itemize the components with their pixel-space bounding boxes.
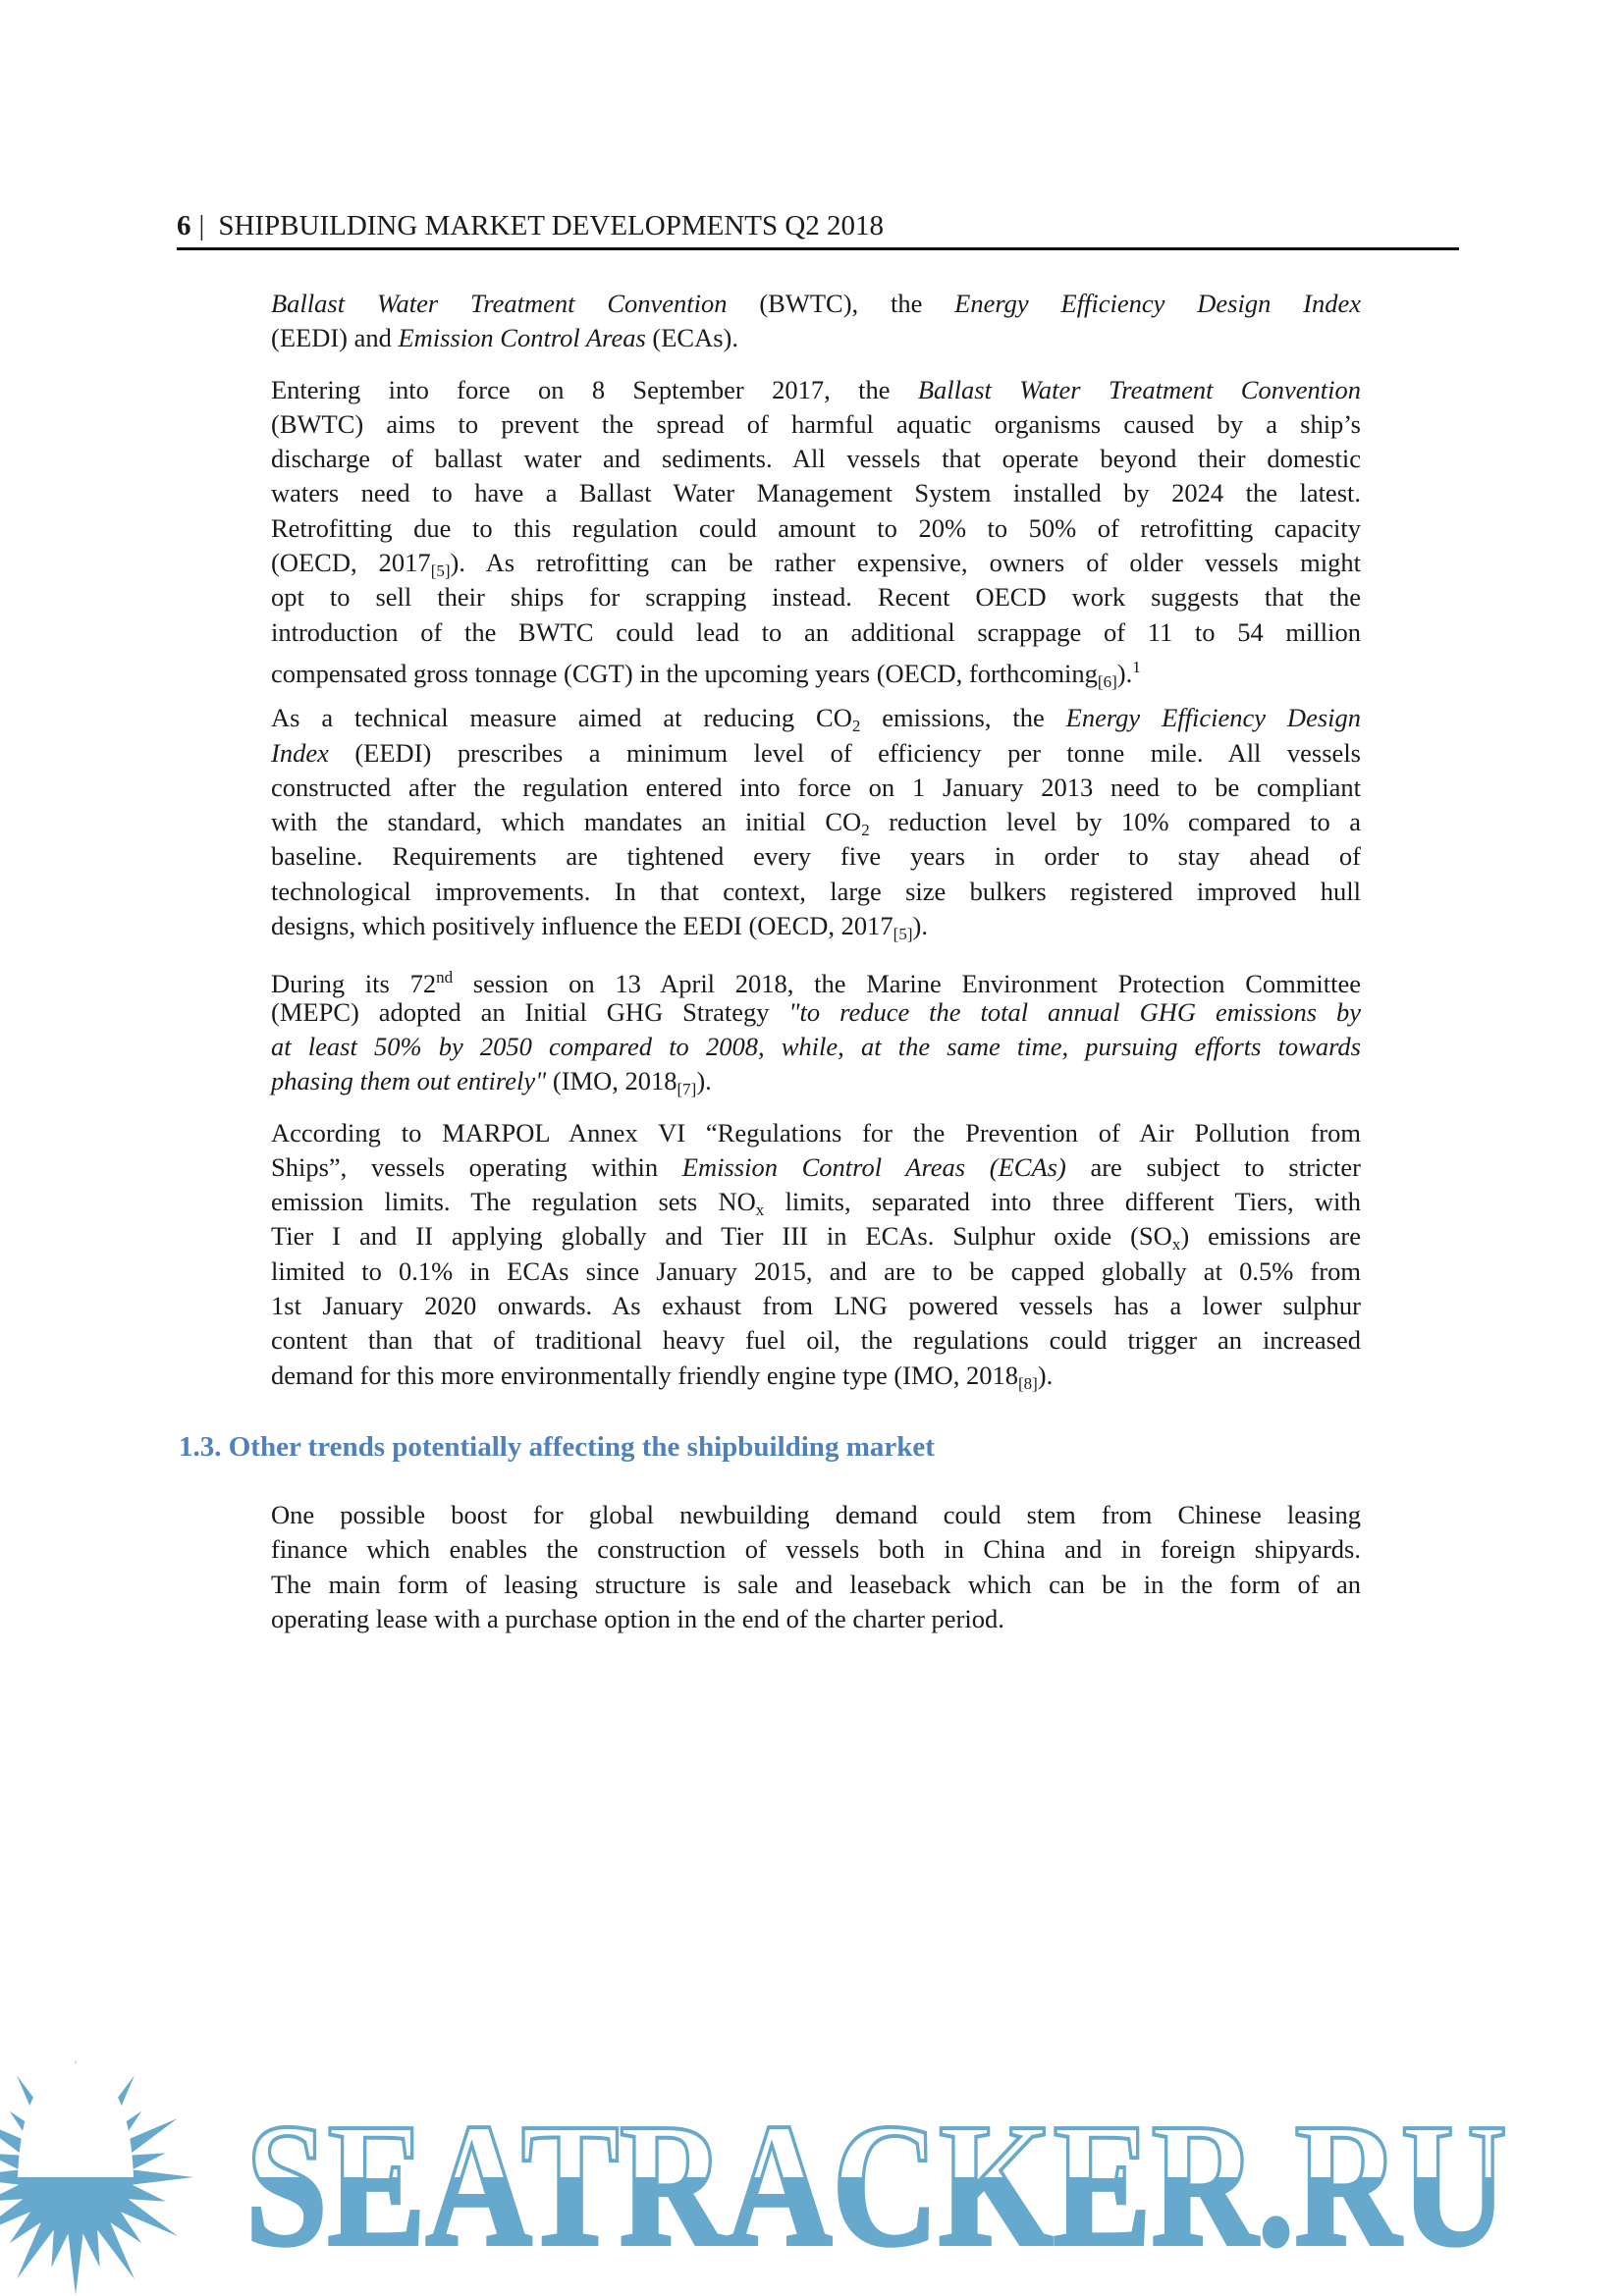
text-line	[271, 407, 1361, 442]
text-run: ) emissions are	[1180, 1221, 1361, 1252]
text-line	[271, 287, 1361, 321]
text-run: (EEDI) and	[271, 323, 399, 353]
text-line	[271, 1359, 1361, 1393]
text-run: compensated gross tonnage (CGT) in the upcoming years (OECD, forthcoming	[271, 658, 1098, 688]
subscript: [5]	[893, 925, 913, 944]
subscript: [8]	[1017, 1373, 1038, 1393]
text-run: operating lease with a purchase option in the end of the charter period.	[271, 1603, 1004, 1633]
paragraph	[271, 287, 1361, 356]
body-text	[271, 287, 1361, 1410]
superscript: nd	[436, 968, 454, 988]
page-header	[177, 208, 1459, 250]
text-line	[271, 1219, 1361, 1254]
text-run: ).	[912, 911, 928, 941]
text-run: (BWTC) aims to prevent the spread of harmful aquatic organisms caused by a ship’s	[271, 408, 1361, 439]
text-line	[271, 1323, 1361, 1358]
section-body-text	[271, 1498, 1361, 1653]
text-run: technological improvements. In that context, large size bulkers registered improved hull	[271, 876, 1361, 906]
text-run: demand for this more environmentally friendly engine type (IMO, 2018	[271, 1360, 1018, 1390]
text-line	[271, 1116, 1361, 1150]
text-run: opt to sell their ships for scrapping instead. Recent OECD work suggests that the	[271, 582, 1361, 613]
watermark-text: SEATRACKER.RU	[245, 2087, 1507, 2282]
text-line	[271, 1030, 1361, 1064]
text-run: limited to 0.1% in ECAs since January 2015, and are to be capped globally at 0.5% from	[271, 1255, 1361, 1286]
paragraph	[271, 960, 1361, 1098]
text-run: Index	[271, 737, 329, 768]
paragraph	[271, 1116, 1361, 1393]
text-run: designs, which positively influence the EEDI (OECD, 2017	[271, 911, 893, 941]
text-run: ).	[696, 1066, 712, 1096]
subscript: [7]	[677, 1080, 697, 1099]
text-run: discharge of ballast water and sediments. All vessels that operate beyond their domestic	[271, 444, 1361, 474]
text-line	[271, 1568, 1361, 1602]
text-run: reduction level by 10% compared to a	[869, 807, 1361, 837]
text-line	[271, 805, 1361, 839]
document-title: SHIPBUILDING MARKET DEVELOPMENTS Q2 2018	[218, 210, 885, 241]
text-line	[271, 615, 1361, 650]
text-line	[271, 1185, 1361, 1219]
text-line	[271, 1532, 1361, 1567]
text-line	[271, 580, 1361, 614]
text-line	[271, 1064, 1361, 1098]
text-line	[271, 321, 1361, 355]
text-run: emission limits. The regulation sets NO	[271, 1187, 756, 1217]
text-run: constructed after the regulation entered into force on 1 January 2013 need to be compliant	[271, 772, 1361, 802]
paragraph	[271, 1498, 1361, 1636]
text-run: (MEPC) adopted an Initial GHG Strategy	[271, 996, 789, 1027]
text-run: As a technical measure aimed at reducing CO	[271, 703, 852, 733]
paragraph	[271, 373, 1361, 691]
text-run: During its 72	[271, 969, 437, 999]
text-run: introduction of the BWTC could lead to an additional scrappage of 11 to 54 million	[271, 616, 1361, 647]
header-separator: |	[198, 210, 205, 241]
text-run: with the standard, which mandates an initial CO	[271, 807, 862, 837]
text-run: Ballast Water Treatment Convention	[917, 374, 1361, 404]
text-run: Energy Efficiency Design	[1065, 703, 1362, 733]
page-number: 6	[177, 210, 191, 241]
text-run: Emission Control Areas	[398, 323, 646, 353]
subscript: 2	[851, 717, 861, 736]
text-line	[271, 771, 1361, 805]
text-line	[271, 960, 1361, 999]
subscript: x	[755, 1201, 765, 1220]
superscript: 1	[1132, 657, 1141, 676]
subscript: 2	[861, 821, 870, 840]
text-line	[271, 476, 1361, 510]
text-run: emissions, the	[860, 703, 1066, 733]
text-line	[271, 442, 1361, 476]
text-line	[271, 839, 1361, 874]
sun-icon	[0, 2059, 193, 2295]
text-run: ). As retrofitting can be rather expensive, owners of older vessels might	[450, 548, 1361, 578]
text-line	[271, 1498, 1361, 1532]
text-line	[271, 1602, 1361, 1636]
text-run: Ballast Water Treatment Convention	[271, 289, 728, 318]
text-run: baseline. Requirements are tightened every five years in order to stay ahead of	[271, 841, 1361, 872]
text-run: at least 50% by 2050 compared to 2008, while, at the same time, pursuing efforts towards	[271, 1031, 1361, 1061]
text-run: Energy Efficiency Design Index	[954, 289, 1361, 318]
text-line	[271, 701, 1361, 735]
text-line	[271, 650, 1361, 691]
text-line	[271, 995, 1361, 1030]
text-line	[271, 875, 1361, 909]
subscript: [6]	[1097, 671, 1117, 691]
text-line	[271, 1255, 1361, 1289]
text-run: ).	[1116, 658, 1133, 688]
section-heading: 1.3. Other trends potentially affecting the shipbuilding market	[179, 1431, 935, 1463]
text-run: (IMO, 2018	[546, 1066, 677, 1096]
text-run: "to reduce the total annual GHG emissions by	[788, 996, 1361, 1027]
text-line	[271, 1150, 1361, 1185]
text-run: limits, separated into three different Tiers, with	[764, 1187, 1361, 1217]
text-run: Entering into force on 8 September 2017, the	[271, 374, 918, 404]
text-run: According to MARPOL Annex VI “Regulations for the Prevention of Air Pollution from	[271, 1117, 1361, 1148]
text-line	[271, 1289, 1361, 1323]
text-run: ).	[1037, 1360, 1054, 1390]
text-run: Tier I and II applying globally and Tier III in ECAs. Sulphur oxide (SO	[271, 1221, 1172, 1252]
text-run: session on 13 April 2018, the Marine Environment Protection Committee	[453, 969, 1361, 999]
text-run: (EEDI) prescribes a minimum level of efficiency per tonne mile. All vessels	[328, 737, 1361, 768]
text-run: Retrofitting due to this regulation could amount to 20% to 50% of retrofitting capacity	[271, 512, 1361, 543]
subscript: [5]	[430, 561, 451, 581]
text-run: Emission Control Areas (ECAs)	[681, 1151, 1066, 1182]
text-run: phasing them out entirely"	[271, 1066, 547, 1096]
text-run: waters need to have a Ballast Water Management System installed by 2024 the latest.	[271, 478, 1361, 508]
text-run: The main form of leasing structure is sale and leaseback which can be in the form of an	[271, 1569, 1361, 1599]
text-run: (ECAs).	[645, 323, 738, 353]
text-run: (OECD, 2017	[271, 548, 431, 578]
text-line	[271, 373, 1361, 407]
subscript: x	[1171, 1235, 1181, 1255]
watermark	[0, 2052, 1624, 2296]
text-run: finance which enables the construction of vessels both in China and in foreign shipyards.	[271, 1534, 1361, 1565]
text-line	[271, 511, 1361, 546]
text-line	[271, 736, 1361, 771]
text-run: content than that of traditional heavy fuel oil, the regulations could trigger an increased	[271, 1325, 1361, 1356]
text-run: (BWTC), the	[727, 289, 955, 318]
text-run: are subject to stricter	[1065, 1151, 1362, 1182]
text-line	[271, 546, 1361, 580]
text-run: 1st January 2020 onwards. As exhaust from LNG powered vessels has a lower sulphur	[271, 1291, 1361, 1321]
text-run: One possible boost for global newbuilding demand could stem from Chinese leasing	[271, 1500, 1361, 1529]
text-line	[271, 909, 1361, 943]
paragraph	[271, 701, 1361, 943]
text-run: Ships”, vessels operating within	[271, 1151, 682, 1182]
